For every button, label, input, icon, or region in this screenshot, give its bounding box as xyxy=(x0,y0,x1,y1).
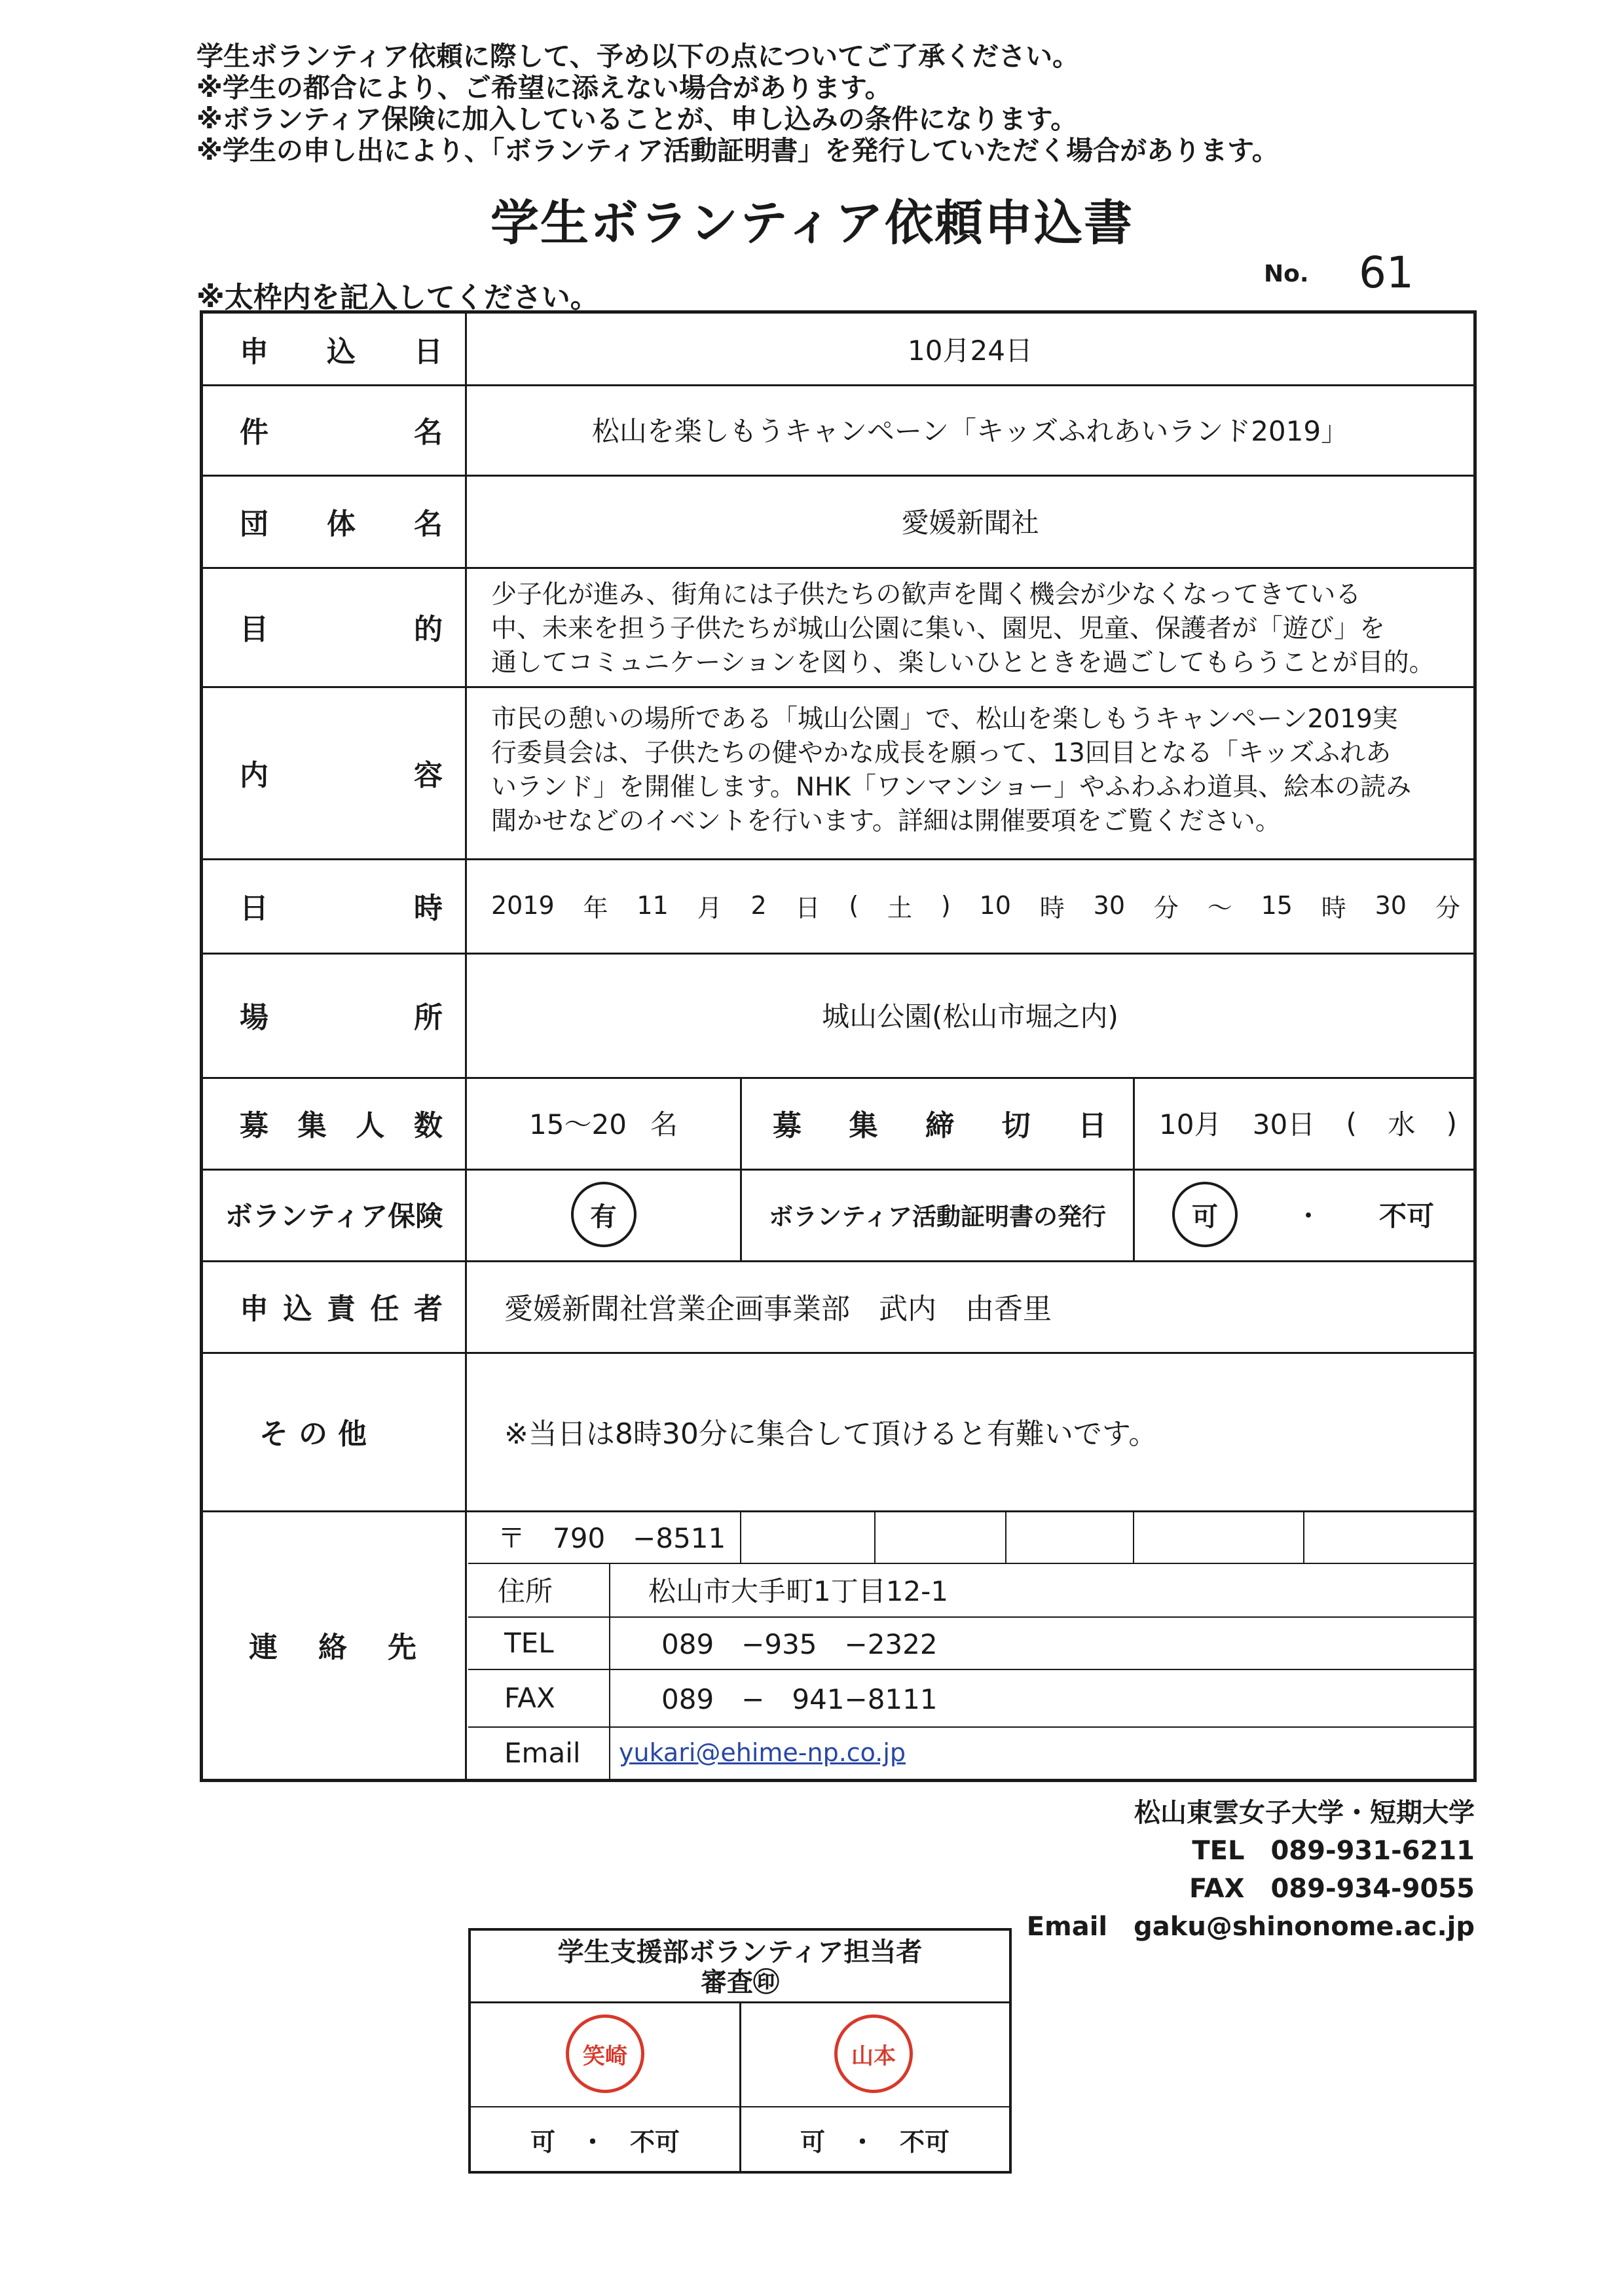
label-application-date: 申 込 日 xyxy=(240,335,443,369)
certificate-circled-answer: 可 xyxy=(1172,1182,1238,1247)
reviewer-seal-right: 山本 xyxy=(834,2014,913,2093)
review-answer-left: 可 ・ 不可 xyxy=(530,2128,680,2157)
content-text xyxy=(491,702,1467,839)
review-title: 学生支援部ボランティア担当者 審査㊞ xyxy=(557,1937,923,1997)
instruction-text: ※太枠内を記入してください。 xyxy=(196,281,599,314)
recruit-count-value: 15〜20 名 xyxy=(529,1108,678,1140)
insurance-circled-answer: 有 xyxy=(571,1182,637,1247)
review-box xyxy=(468,1928,1012,2174)
event-name-value: 松山を楽しもうキャンペーン「キッズふれあいランド2019」 xyxy=(591,415,1349,447)
application-form xyxy=(200,310,1477,1782)
university-email: Email gaku@shinonome.ac.jp xyxy=(1026,1912,1475,1942)
fax-label: FAX xyxy=(504,1681,555,1714)
notice-line: 学生ボランティア依頼に際して、予め以下の点についてご了承ください。 xyxy=(196,41,1080,72)
label-datetime: 日 時 xyxy=(240,892,443,925)
fax-value: 089 − 941−8111 xyxy=(661,1683,938,1715)
insurance-value xyxy=(467,1169,740,1260)
place-value: 城山公園(松山市堀之内) xyxy=(822,1000,1118,1032)
label-organization: 団 体 名 xyxy=(240,507,443,541)
label-purpose: 目 的 xyxy=(240,613,443,646)
purpose-line: 通してコミュニケーションを図り、楽しいひとときを過ごしてもらうことが目的。 xyxy=(491,648,1435,678)
purpose-text xyxy=(491,578,1467,680)
label-place: 場 所 xyxy=(240,1001,443,1034)
certificate-value: 可 ・ 不可 xyxy=(1172,1169,1460,1260)
notice-line: ※ボランティア保険に加入していることが、申し込みの条件になります。 xyxy=(196,103,1078,135)
university-fax: FAX 089-934-9055 xyxy=(1189,1874,1475,1904)
other-value: ※当日は8時30分に集合して頂けると有難いです。 xyxy=(504,1417,1158,1451)
reviewer-seal-left: 笑崎 xyxy=(566,2014,644,2093)
notice-line: ※学生の申し出により、「ボランティア活動証明書」を発行していただく場合があります。 xyxy=(196,135,1279,166)
label-recruit-count: 募 集 人 数 xyxy=(240,1109,443,1142)
content-line: 行委員会は、子供たちの健やかな成長を願って、13回目となる「キッズふれあ xyxy=(491,738,1392,768)
content-line: 市民の憩いの場所である「城山公園」で、松山を楽しもうキャンペーン2019実 xyxy=(491,704,1398,734)
tel-value: 089 −935 −2322 xyxy=(661,1628,938,1660)
address-value: 松山市大手町1丁目12-1 xyxy=(648,1575,949,1607)
university-name: 松山東雲女子大学・短期大学 xyxy=(1134,1798,1475,1828)
purpose-line: 中、未来を担う子供たちが城山公園に集い、園児、児童、保護者が「遊び」を xyxy=(491,614,1386,644)
postal-code: 〒 790 −8511 xyxy=(498,1522,726,1554)
label-manager: 申 込 責 任 者 xyxy=(240,1292,443,1326)
purpose-line: 少子化が進み、街角には子供たちの歓声を聞く機会が少なくなってきている xyxy=(491,580,1361,610)
label-certificate: ボランティア活動証明書の発行 xyxy=(768,1203,1107,1231)
content-line: 聞かせなどのイベントを行います。詳細は開催要項をご覧ください。 xyxy=(491,807,1281,836)
tel-label: TEL xyxy=(504,1626,554,1659)
organization-value: 愛媛新聞社 xyxy=(901,506,1039,539)
email-label: Email xyxy=(504,1736,581,1769)
number-value: 61 xyxy=(1359,247,1414,298)
label-insurance: ボランティア保険 xyxy=(225,1200,443,1232)
label-deadline: 募 集 締 切 日 xyxy=(773,1109,1107,1142)
application-date-value: 10月24日 xyxy=(908,335,1033,367)
label-event-name: 件 名 xyxy=(240,416,443,449)
label-content: 内 容 xyxy=(240,758,443,792)
label-other: そ の 他 xyxy=(259,1417,367,1451)
university-tel: TEL 089-931-6211 xyxy=(1192,1836,1475,1866)
address-label: 住所 xyxy=(498,1575,553,1607)
content-line: いランド」を開催します。NHK「ワンマンショー」やふわふわ道具、絵本の読み xyxy=(491,773,1412,802)
notice-block xyxy=(196,41,1279,166)
datetime-value: 2019 年 11 月 2 日 ( 土 ) 10 時 30 分 〜 15 時 30 分 xyxy=(491,891,1460,922)
notice-line: ※学生の都合により、ご希望に添えない場合があります。 xyxy=(196,72,892,103)
review-answer-right: 可 ・ 不可 xyxy=(800,2128,950,2157)
label-contact: 連 絡 先 xyxy=(249,1631,416,1664)
email-link[interactable]: yukari@ehime-np.co.jp xyxy=(619,1738,906,1767)
university-contact xyxy=(1027,1794,1475,1946)
number-label: No. xyxy=(1264,261,1309,287)
deadline-value: 10月 30日 ( 水 ) xyxy=(1159,1106,1457,1140)
page-title: 学生ボランティア依頼申込書 xyxy=(490,195,1134,251)
manager-value: 愛媛新聞社営業企画事業部 武内 由香里 xyxy=(504,1292,1052,1326)
